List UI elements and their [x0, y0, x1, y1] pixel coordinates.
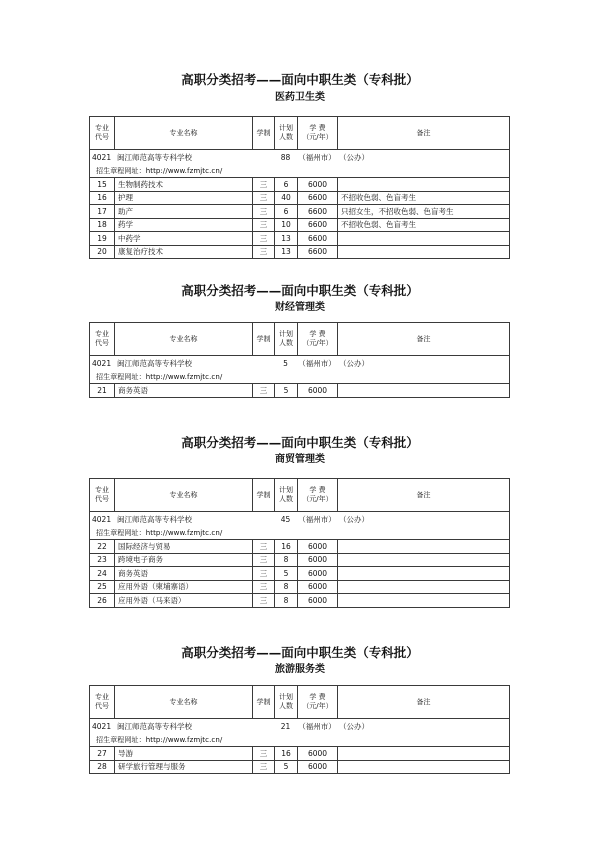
header-label-years: 学制	[256, 128, 271, 137]
tuition-fee: 6000	[297, 178, 337, 191]
study-years: 三	[252, 581, 274, 594]
header-label-code: 代号	[95, 133, 109, 141]
major-name: 护理	[114, 192, 252, 205]
major-code: 27	[97, 748, 107, 758]
header-cell-name	[114, 686, 252, 718]
table-header-row	[90, 117, 509, 149]
school-city: （福州市）	[298, 721, 336, 731]
section-title: 高职分类招考——面向中职生类（专科批）	[181, 435, 419, 450]
header-cell-code	[90, 479, 114, 511]
header-cell-note	[337, 117, 509, 149]
study-years: 三	[252, 747, 274, 760]
study-years: 三	[252, 594, 274, 607]
section-subtitle: 医药卫生类	[275, 92, 325, 103]
section-subtitle: 旅游服务类	[275, 664, 325, 675]
major-name: 应用外语（马来语）	[114, 594, 252, 607]
header-label-code: 专业	[95, 124, 109, 132]
header-label-code: 代号	[95, 339, 109, 347]
major-name: 应用外语（柬埔寨语）	[114, 581, 252, 594]
table-row	[90, 218, 509, 232]
major-name: 助产	[114, 205, 252, 218]
school-ownership: （公办）	[339, 514, 369, 524]
header-label-plan: 计划	[279, 124, 293, 132]
remarks	[337, 246, 509, 259]
school-name: 闽江师范高等专科学校	[117, 358, 192, 368]
plan-count: 16	[274, 747, 297, 760]
tuition-fee: 6000	[297, 554, 337, 567]
plan-count: 5	[274, 384, 297, 397]
header-label-name: 专业名称	[169, 490, 198, 499]
header-label-note: 备注	[416, 334, 431, 343]
remarks	[337, 747, 509, 760]
study-years: 三	[252, 567, 274, 580]
remarks	[337, 581, 509, 594]
plan-count: 10	[274, 219, 297, 232]
remarks	[337, 384, 509, 397]
school-code: 4021	[92, 514, 112, 524]
header-label-fee: （元/年）	[302, 495, 333, 503]
study-years: 三	[252, 540, 274, 553]
table-row	[90, 746, 509, 760]
header-cell-fee	[297, 117, 337, 149]
major-code: 25	[97, 582, 107, 592]
header-label-plan: 人数	[279, 133, 293, 141]
remarks	[337, 761, 509, 774]
charter-url-row	[90, 526, 509, 539]
header-cell-name	[114, 479, 252, 511]
plan-count: 13	[274, 246, 297, 259]
major-code: 15	[97, 179, 107, 189]
header-cell-plan	[274, 479, 297, 511]
section-title: 高职分类招考——面向中职生类（专科批）	[181, 283, 419, 298]
school-city: （福州市）	[298, 514, 336, 524]
tuition-fee: 6600	[297, 219, 337, 232]
major-code: 16	[97, 193, 107, 203]
header-cell-fee	[297, 686, 337, 718]
header-cell-code	[90, 686, 114, 718]
enrollment-table	[89, 478, 510, 608]
tuition-fee: 6000	[297, 384, 337, 397]
header-label-fee: （元/年）	[302, 702, 333, 710]
table-row	[90, 204, 509, 218]
study-years: 三	[252, 192, 274, 205]
header-cell-fee	[297, 479, 337, 511]
header-cell-note	[337, 686, 509, 718]
tuition-fee: 6000	[297, 761, 337, 774]
major-name: 国际经济与贸易	[114, 540, 252, 553]
major-code: 23	[97, 555, 107, 565]
study-years: 三	[252, 246, 274, 259]
header-cell-plan	[274, 686, 297, 718]
major-code: 19	[97, 233, 107, 243]
header-label-fee: 学 费	[309, 124, 326, 132]
header-label-note: 备注	[416, 490, 431, 499]
school-ownership: （公办）	[339, 721, 369, 731]
tuition-fee: 6600	[297, 232, 337, 245]
header-label-note: 备注	[416, 128, 431, 137]
major-code: 26	[97, 595, 107, 605]
study-years: 三	[252, 232, 274, 245]
charter-url-line: 招生章程网址：http://www.fzmjtc.cn/	[96, 735, 223, 744]
charter-url-line: 招生章程网址：http://www.fzmjtc.cn/	[96, 528, 223, 537]
table-row	[90, 245, 509, 259]
table-row	[90, 566, 509, 580]
header-label-fee: （元/年）	[302, 133, 333, 141]
section-title: 高职分类招考——面向中职生类（专科批）	[181, 645, 419, 660]
header-label-fee: （元/年）	[302, 339, 333, 347]
header-label-years: 学制	[256, 490, 271, 499]
major-name: 商务英语	[114, 384, 252, 397]
study-years: 三	[252, 178, 274, 191]
plan-count: 8	[274, 581, 297, 594]
header-cell-note	[337, 479, 509, 511]
major-name: 中药学	[114, 232, 252, 245]
header-label-plan: 计划	[279, 693, 293, 701]
header-label-plan: 人数	[279, 495, 293, 503]
table-row	[90, 231, 509, 245]
table-row	[90, 383, 509, 397]
header-cell-name	[114, 117, 252, 149]
school-plan-total: 45	[280, 514, 291, 524]
tuition-fee: 6000	[297, 747, 337, 760]
plan-count: 5	[274, 761, 297, 774]
major-name: 研学旅行管理与服务	[114, 761, 252, 774]
remarks	[337, 232, 509, 245]
header-cell-years	[252, 117, 274, 149]
table-row	[90, 593, 509, 607]
school-name: 闽江师范高等专科学校	[117, 152, 192, 162]
header-cell-plan	[274, 117, 297, 149]
header-cell-code	[90, 117, 114, 149]
major-code: 22	[97, 541, 107, 551]
major-code: 17	[97, 206, 107, 216]
school-ownership: （公办）	[339, 152, 369, 162]
plan-count: 16	[274, 540, 297, 553]
school-plan-total: 5	[283, 358, 288, 368]
remarks	[337, 178, 509, 191]
school-row	[90, 355, 509, 370]
tuition-fee: 6600	[297, 192, 337, 205]
study-years: 三	[252, 205, 274, 218]
header-label-years: 学制	[256, 697, 271, 706]
major-name: 导游	[114, 747, 252, 760]
table-row	[90, 539, 509, 553]
header-label-plan: 人数	[279, 702, 293, 710]
major-name: 跨境电子商务	[114, 554, 252, 567]
remarks: 不招收色弱、色盲考生	[337, 219, 509, 232]
header-label-code: 专业	[95, 330, 109, 338]
header-cell-fee	[297, 323, 337, 355]
school-row	[90, 149, 509, 164]
charter-url-row	[90, 164, 509, 177]
header-label-name: 专业名称	[169, 128, 198, 137]
table-header-row	[90, 479, 509, 511]
major-name: 生物制药技术	[114, 178, 252, 191]
header-label-fee: 学 费	[309, 486, 326, 494]
header-label-fee: 学 费	[309, 330, 326, 338]
header-label-plan: 计划	[279, 330, 293, 338]
plan-count: 13	[274, 232, 297, 245]
enrollment-table	[89, 685, 510, 774]
school-row	[90, 718, 509, 733]
header-cell-note	[337, 323, 509, 355]
study-years: 三	[252, 554, 274, 567]
charter-url-line: 招生章程网址：http://www.fzmjtc.cn/	[96, 372, 223, 381]
school-code: 4021	[92, 721, 112, 731]
plan-count: 5	[274, 567, 297, 580]
tuition-fee: 6000	[297, 540, 337, 553]
remarks	[337, 567, 509, 580]
tuition-fee: 6000	[297, 581, 337, 594]
major-name: 商务英语	[114, 567, 252, 580]
header-label-code: 代号	[95, 495, 109, 503]
table-row	[90, 191, 509, 205]
header-cell-name	[114, 323, 252, 355]
enrollment-table	[89, 116, 510, 259]
major-code: 24	[97, 568, 107, 578]
header-label-years: 学制	[256, 334, 271, 343]
study-years: 三	[252, 219, 274, 232]
header-cell-years	[252, 323, 274, 355]
header-label-plan: 计划	[279, 486, 293, 494]
remarks	[337, 540, 509, 553]
plan-count: 8	[274, 554, 297, 567]
header-label-plan: 人数	[279, 339, 293, 347]
major-name: 药学	[114, 219, 252, 232]
header-cell-years	[252, 479, 274, 511]
header-cell-years	[252, 686, 274, 718]
plan-count: 6	[274, 205, 297, 218]
section-title: 高职分类招考——面向中职生类（专科批）	[181, 72, 419, 87]
header-label-name: 专业名称	[169, 697, 198, 706]
remarks: 不招收色弱、色盲考生	[337, 192, 509, 205]
table-row	[90, 553, 509, 567]
school-city: （福州市）	[298, 358, 336, 368]
enrollment-table	[89, 322, 510, 398]
major-code: 20	[97, 247, 107, 257]
school-plan-total: 21	[280, 721, 291, 731]
major-code: 18	[97, 220, 107, 230]
school-row	[90, 511, 509, 526]
header-label-code: 专业	[95, 486, 109, 494]
table-row	[90, 580, 509, 594]
header-cell-code	[90, 323, 114, 355]
school-city: （福州市）	[298, 152, 336, 162]
header-label-code: 专业	[95, 693, 109, 701]
school-name: 闽江师范高等专科学校	[117, 721, 192, 731]
plan-count: 40	[274, 192, 297, 205]
plan-count: 6	[274, 178, 297, 191]
charter-url-line: 招生章程网址：http://www.fzmjtc.cn/	[96, 166, 223, 175]
tuition-fee: 6000	[297, 567, 337, 580]
school-ownership: （公办）	[339, 358, 369, 368]
section-subtitle: 财经管理类	[275, 302, 325, 313]
tuition-fee: 6600	[297, 205, 337, 218]
remarks	[337, 554, 509, 567]
charter-url-row	[90, 370, 509, 383]
school-name: 闽江师范高等专科学校	[117, 514, 192, 524]
charter-url-row	[90, 733, 509, 746]
study-years: 三	[252, 384, 274, 397]
table-row	[90, 760, 509, 774]
study-years: 三	[252, 761, 274, 774]
remarks	[337, 594, 509, 607]
table-header-row	[90, 323, 509, 355]
table-row	[90, 177, 509, 191]
table-header-row	[90, 686, 509, 718]
tuition-fee: 6600	[297, 246, 337, 259]
header-cell-plan	[274, 323, 297, 355]
major-code: 28	[97, 762, 107, 772]
school-code: 4021	[92, 358, 112, 368]
tuition-fee: 6000	[297, 594, 337, 607]
header-label-code: 代号	[95, 702, 109, 710]
header-label-name: 专业名称	[169, 334, 198, 343]
school-code: 4021	[92, 152, 112, 162]
plan-count: 8	[274, 594, 297, 607]
header-label-note: 备注	[416, 697, 431, 706]
header-label-fee: 学 费	[309, 693, 326, 701]
school-plan-total: 88	[280, 152, 291, 162]
major-name: 康复治疗技术	[114, 246, 252, 259]
major-code: 21	[97, 385, 107, 395]
section-subtitle: 商贸管理类	[275, 454, 325, 465]
remarks: 只招女生，不招收色弱、色盲考生	[337, 205, 509, 218]
